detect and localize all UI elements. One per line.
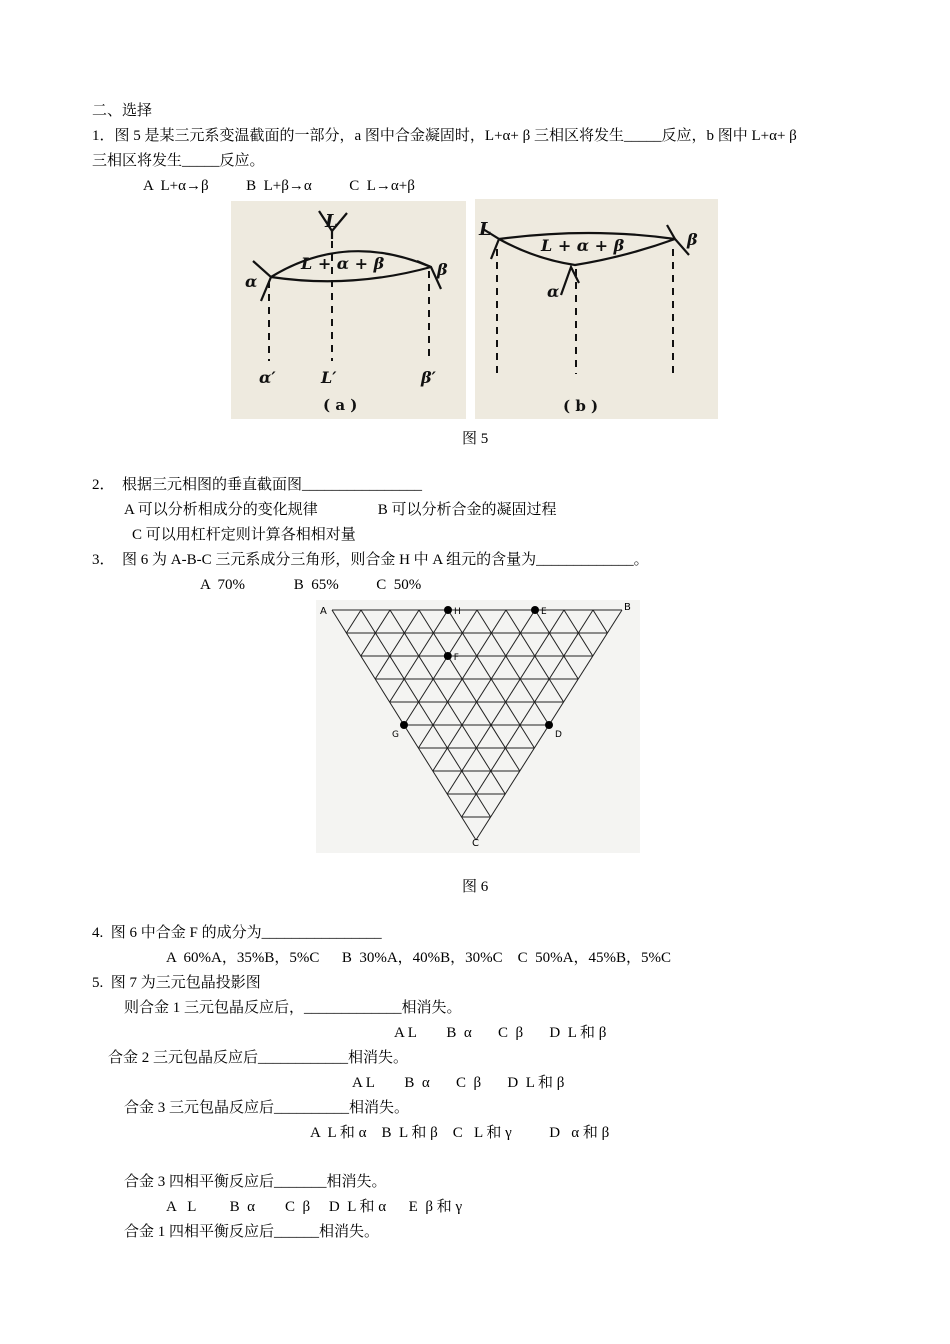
sublabel-b: ( b ) [563, 397, 599, 415]
figure6-photo [316, 600, 640, 853]
q4-line1: 4. 图 6 中合金 F 的成分为________________ [92, 925, 382, 941]
grid-line-b [593, 610, 607, 633]
grid-line-b [477, 610, 549, 725]
q5-alloy3-four-options: A L B α C β D L 和 α E β 和 γ [166, 1199, 463, 1215]
alloy-point-h [444, 606, 452, 614]
grid-line-b [535, 610, 578, 679]
alloy-point-f [444, 652, 452, 660]
q2-line1: 2． 根据三元相图的垂直截面图________________ [92, 477, 423, 493]
grid-line-a [375, 610, 419, 679]
q2-line2: A 可以分析相成分的变化规律 B 可以分析合金的凝固过程 [124, 502, 557, 518]
alloy-label-d: D [555, 730, 562, 740]
label-beta-b: β [687, 230, 698, 249]
q5-alloy2-text: 合金 2 三元包晶反应后____________相消失。 [108, 1050, 409, 1066]
section-title: 二、选择 [92, 103, 153, 119]
q1-line1: 1．图 5 是某三元系变温截面的一部分，a 图中合金凝固时，L+α+ β 三相区将发生_____反应，b 图中 L+α+ β [92, 128, 797, 144]
label-region-a: L + α + β [301, 254, 385, 273]
vertex-c-label: C [472, 838, 479, 849]
q2-line3: C 可以用杠杆定则计算各相相对量 [132, 527, 356, 543]
grid-line-a [404, 610, 477, 725]
q5-alloy1-four-text: 合金 1 四相平衡反应后______相消失。 [124, 1224, 380, 1240]
q5-alloy1-text: 则合金 1 三元包晶反应后，_____________相消失。 [124, 1000, 462, 1016]
alloy-label-e: E [541, 607, 547, 617]
label-l-a: L [325, 211, 338, 232]
alloy-point-g [400, 721, 408, 729]
figure5a-photo [231, 201, 466, 419]
vertex-b-label: B [624, 602, 631, 613]
figure6-triangle [316, 600, 640, 853]
label-alpha-prime-a: α′ [259, 368, 276, 387]
sublabel-a: ( a ) [323, 396, 358, 414]
q1-line2: 三相区将发生_____反应。 [92, 153, 265, 169]
alloy-point-d [545, 721, 553, 729]
q3-line1: 3． 图 6 为 A-B-C 三元系成分三角形，则合金 H 中 A 组元的含量为_____________。 [92, 552, 649, 568]
q5-line1: 5. 图 7 为三元包晶投影图 [92, 975, 261, 991]
label-l-prime-a: L′ [321, 368, 337, 387]
q3-options: A 70% B 65% C 50% [200, 577, 422, 593]
label-alpha-a: α [245, 272, 258, 291]
q5-alloy1-options: A L B α C β D L 和 β [394, 1025, 607, 1041]
figure6-caption: 图 6 [462, 879, 489, 895]
q1-options: A L+α→β B L+β→α C L→α+β [143, 178, 415, 194]
alloy-label-g: G [392, 730, 399, 740]
label-region-b: L + α + β [541, 236, 625, 255]
q4-options: A 60%A，35%B，5%C B 30%A，40%B，30%C C 50%A，45%B，5%C [166, 950, 671, 966]
figure5b-diagram [475, 199, 718, 419]
alloy-label-f: F [453, 653, 459, 663]
label-alpha-b: α [547, 282, 560, 301]
q5-alloy2-options: A L B α C β D L 和 β [352, 1075, 565, 1091]
figure5b-photo [475, 199, 718, 419]
vertex-a-label: A [320, 606, 327, 617]
q5-alloy3-options: A L 和 α B L 和 β C L 和 γ D α 和 β [310, 1125, 610, 1141]
grid-line-b [361, 610, 491, 817]
figure5a-diagram [231, 201, 466, 419]
label-beta-a: β [437, 260, 448, 279]
label-l-b: L [479, 219, 492, 240]
grid-line-a [462, 610, 593, 817]
label-beta-prime-a: β′ [421, 368, 436, 387]
grid-line-a [346, 610, 361, 633]
alloy-point-e [531, 606, 539, 614]
q5-alloy3-text: 合金 3 三元包晶反应后__________相消失。 [124, 1100, 410, 1116]
grid-line-a [433, 610, 535, 771]
q5-alloy3-four-text: 合金 3 四相平衡反应后_______相消失。 [124, 1174, 387, 1190]
figure5-caption: 图 5 [462, 431, 489, 447]
alloy-label-h: H [454, 607, 461, 617]
grid-line-b [419, 610, 520, 771]
